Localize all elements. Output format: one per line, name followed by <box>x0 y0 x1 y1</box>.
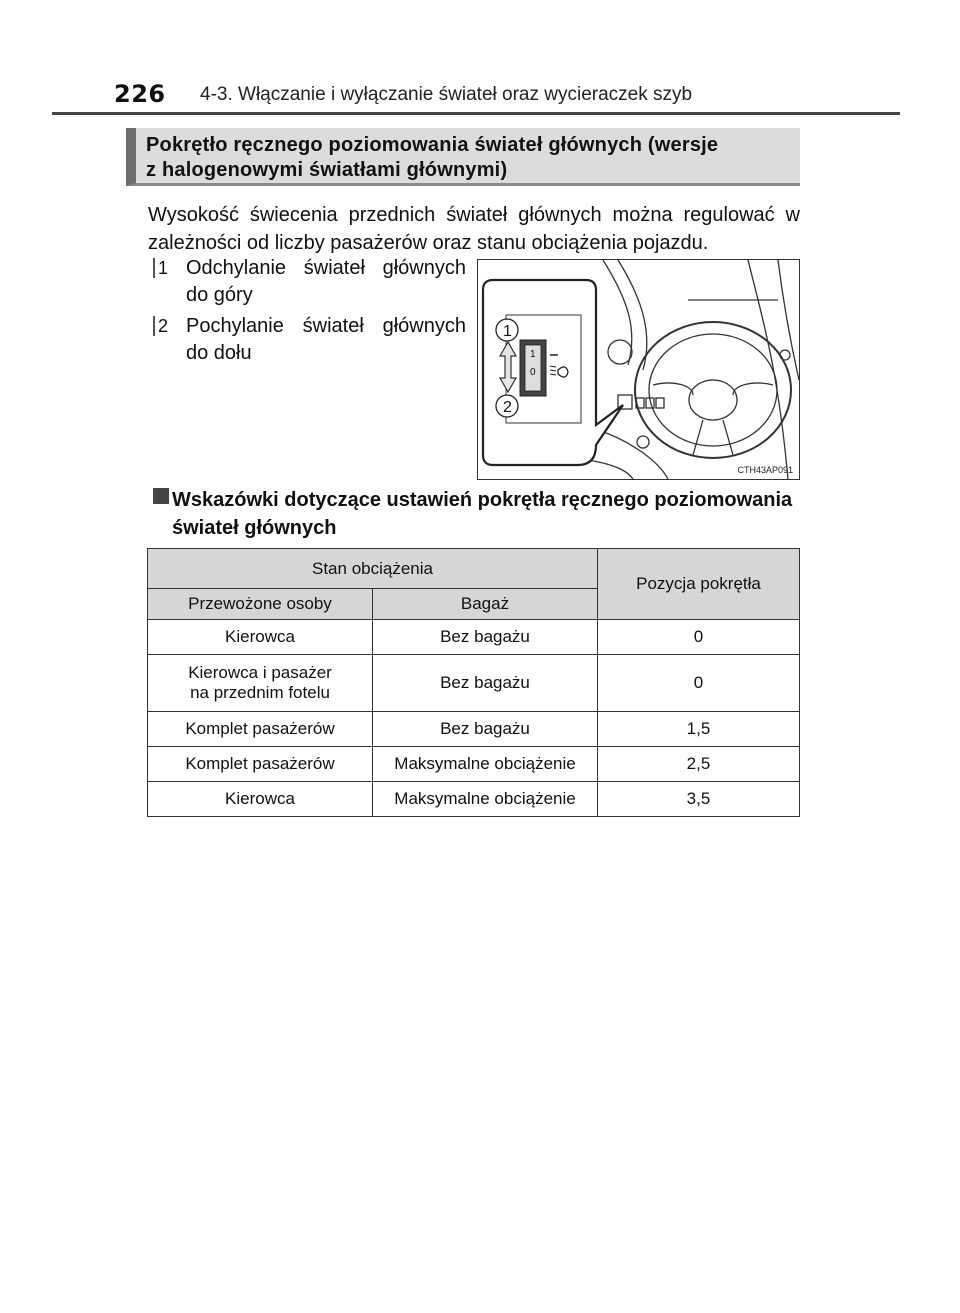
item-text-2: Pochylanie świateł głównych do dołu <box>186 315 466 364</box>
cell-position: 2,5 <box>598 747 800 782</box>
table-row <box>148 782 800 817</box>
callout-2: 2 <box>503 399 512 416</box>
cell-position: 0 <box>598 655 800 712</box>
cell-passengers: Kierowca <box>148 782 373 817</box>
cell-luggage: Bez bagażu <box>373 620 598 655</box>
table-header-passengers: Przewożone osoby <box>148 589 373 620</box>
callout-1: 1 <box>503 323 512 340</box>
item-number-1: 1 <box>153 258 169 278</box>
section-title-line-1: Pokrętło ręcznego poziomowania świateł głównych (wersje <box>146 134 719 156</box>
dial-mark-0: 0 <box>530 367 536 378</box>
subsection-heading: Wskazówki dotyczące ustawień pokrętła ręcznego poziomowania świateł głównych <box>172 489 793 539</box>
table-header-position: Pozycja pokrętła <box>598 549 800 620</box>
intro-paragraph: Wysokość świecenia przednich świateł głównych można regulować w zależności od liczby pasażerów oraz stanu obciążenia pojazdu. <box>148 204 800 254</box>
header-divider <box>52 112 900 115</box>
load-table <box>147 548 800 817</box>
cell-position: 1,5 <box>598 712 800 747</box>
cell-luggage: Maksymalne obciążenie <box>373 747 598 782</box>
cell-luggage: Bez bagażu <box>373 712 598 747</box>
cell-position: 0 <box>598 620 800 655</box>
cell-passengers: Komplet pasażerów <box>148 747 373 782</box>
table-row <box>148 747 800 782</box>
headlight-dial-illustration <box>477 259 800 480</box>
table-group-header: Stan obciążenia <box>148 549 598 589</box>
table-row <box>148 620 800 655</box>
cell-luggage: Bez bagażu <box>373 655 598 712</box>
chapter-title: 4-3. Włączanie i wyłączanie świateł oraz wycieraczek szyb <box>200 84 693 105</box>
table-row <box>148 712 800 747</box>
square-bullet-icon <box>153 488 169 504</box>
item-text-1: Odchylanie świateł głównych do góry <box>186 257 466 306</box>
cell-position: 3,5 <box>598 782 800 817</box>
cell-passengers: Kierowca <box>148 620 373 655</box>
table-header-luggage: Bagaż <box>373 589 598 620</box>
item-number-2: 2 <box>153 316 169 336</box>
cell-passengers: Kierowca i pasażer na przednim fotelu <box>148 655 373 712</box>
section-title-box <box>126 128 800 186</box>
dashboard-drawing <box>478 260 799 479</box>
page-number: 226 <box>114 80 166 108</box>
section-title-line-2: z halogenowymi światłami głównymi) <box>146 159 508 181</box>
figure-code: CTH43AP091 <box>737 465 793 475</box>
table-row <box>148 655 800 712</box>
cell-passengers: Komplet pasażerów <box>148 712 373 747</box>
cell-luggage: Maksymalne obciążenie <box>373 782 598 817</box>
dial-mark-1: 1 <box>530 349 536 360</box>
